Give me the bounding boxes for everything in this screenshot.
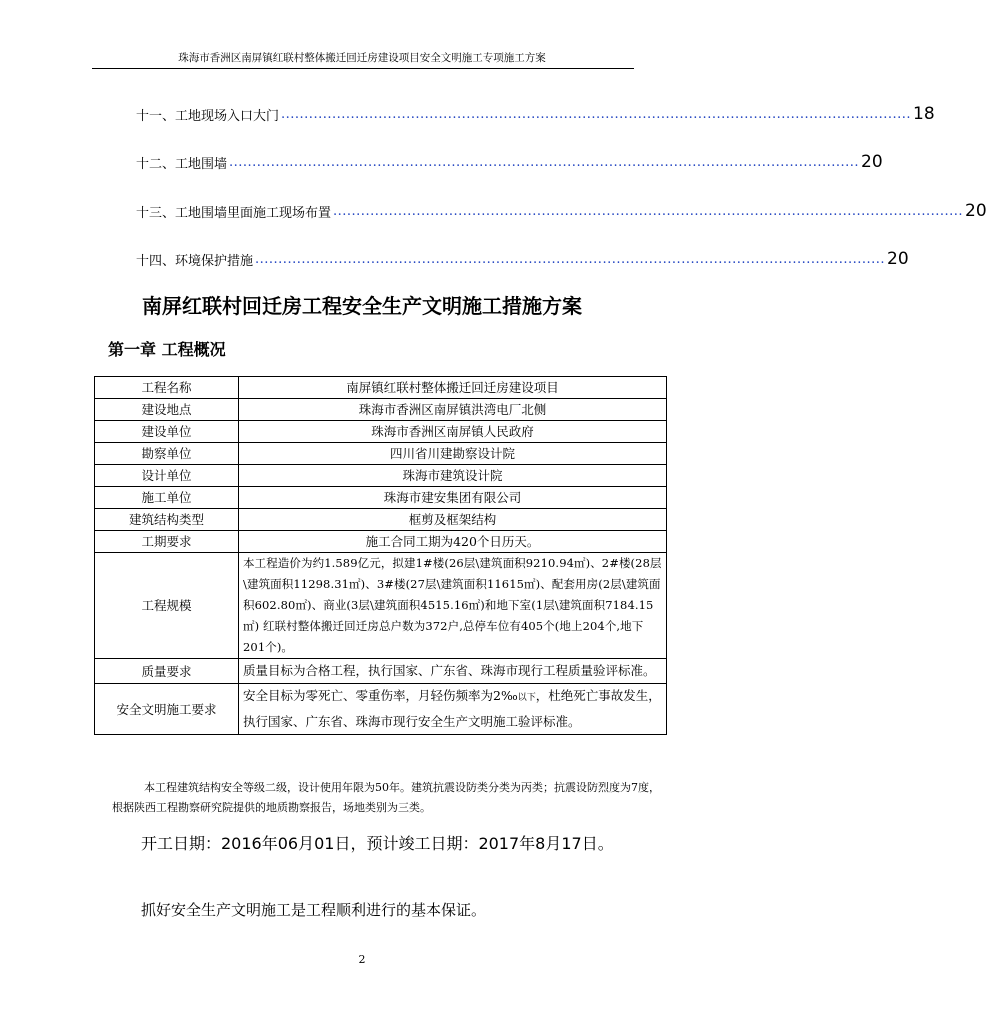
table-row: [95, 465, 667, 487]
toc-item-title: 十一、工地现场入口大门: [136, 109, 280, 124]
row-label: 工期要求: [95, 531, 239, 553]
row-value: 珠海市建安集团有限公司: [239, 487, 667, 509]
toc-item-12[interactable]: [136, 150, 883, 172]
toc-item-title: 十四、环境保护措施: [136, 254, 254, 269]
toc-item-page: 20: [965, 201, 987, 221]
row-value: 南屏镇红联村整体搬迁回迁房建设项目: [239, 377, 667, 399]
table-row: [95, 443, 667, 465]
table-row: [95, 421, 667, 443]
table-row: [95, 659, 667, 684]
page-number: 2: [358, 953, 366, 966]
toc-item-11[interactable]: [136, 102, 935, 124]
toc-leader: ........................................................................................................................................: [333, 204, 964, 219]
row-label: 安全文明施工要求: [95, 684, 239, 735]
toc-item-14[interactable]: [136, 247, 909, 269]
chapter-heading: 第一章 工程概况: [108, 340, 226, 359]
row-label: 建设单位: [95, 421, 239, 443]
guarantee-statement: 抓好安全生产文明施工是工程顺利进行的基本保证。: [141, 901, 487, 919]
project-info-table: [94, 376, 667, 735]
schedule-dates: [111, 822, 671, 866]
toc-leader: ........................................................................................................................................: [281, 107, 912, 122]
toc-item-page: 20: [861, 152, 883, 172]
safety-text-small: 以下: [517, 693, 536, 703]
toc-leader: ........................................................................................................................................: [255, 252, 886, 267]
row-value: 本工程造价为约1.589亿元，拟建1#楼(26层\建筑面积9210.94㎡)、2#楼(28层\建筑面积11298.31㎡)、3#楼(27层\建筑面积11615㎡)、配套用房(2层\建筑面积602.80㎡)、商业(3层\建筑面积4515.16㎡)和地下室(1层\建筑面积7184.15㎡) 红联村整体搬迁回迁房总户数为372户,总停车位有405个(地上204个,地下201个)。: [239, 553, 667, 659]
row-value: 珠海市香洲区南屏镇人民政府: [239, 421, 667, 443]
schedule-dates-text: 开工日期：2016年06月01日，预计竣工日期：2017年8月17日。: [141, 834, 614, 853]
table-row: [95, 399, 667, 421]
row-label: 勘察单位: [95, 443, 239, 465]
table-row: [95, 553, 667, 659]
table-row: [95, 684, 667, 735]
row-label: 工程规模: [95, 553, 239, 659]
table-row: [95, 531, 667, 553]
table-row: [95, 487, 667, 509]
toc-item-13[interactable]: [136, 199, 987, 221]
row-label: 质量要求: [95, 659, 239, 684]
row-value: 珠海市建筑设计院: [239, 465, 667, 487]
row-value: 珠海市香洲区南屏镇洪湾电厂北侧: [239, 399, 667, 421]
row-value: 质量目标为合格工程，执行国家、广东省、珠海市现行工程质量验评标准。: [239, 659, 667, 684]
row-value: 四川省川建勘察设计院: [239, 443, 667, 465]
safety-text-b: ，杜绝死亡事故发生，执行国家、广东省、珠海市现行安全生产文明施工验评标准。: [243, 688, 661, 729]
toc-item-title: 十三、工地围墙里面施工现场布置: [136, 206, 332, 221]
row-label: 施工单位: [95, 487, 239, 509]
toc-leader: ........................................................................................................................................: [229, 155, 860, 170]
row-label: 建设地点: [95, 399, 239, 421]
structure-note: [112, 778, 666, 818]
toc-item-page: 18: [913, 104, 935, 124]
page-header: 珠海市香洲区南屏镇红联村整体搬迁回迁房建设项目安全文明施工专项施工方案: [178, 52, 546, 64]
toc-item-title: 十二、工地围墙: [136, 157, 228, 172]
structure-note-text: 本工程建筑结构安全等级二级，设计使用年限为50年。建筑抗震设防类分类为丙类；抗震设防烈度为7度，根据陕西工程勘察研究院提供的地质勘察报告，场地类别为三类。: [112, 781, 660, 814]
toc-item-page: 20: [887, 249, 909, 269]
table-row: [95, 377, 667, 399]
row-label: 建筑结构类型: [95, 509, 239, 531]
row-value: [239, 684, 667, 735]
row-value: 框剪及框架结构: [239, 509, 667, 531]
main-title: 南屏红联村回迁房工程安全生产文明施工措施方案: [142, 294, 582, 318]
row-label: 设计单位: [95, 465, 239, 487]
row-value: 施工合同工期为420个日历天。: [239, 531, 667, 553]
table-row: [95, 509, 667, 531]
header-rule: [92, 68, 634, 69]
safety-text-a: 安全目标为零死亡、零重伤率，月轻伤频率为2‰: [243, 688, 518, 703]
row-label: 工程名称: [95, 377, 239, 399]
